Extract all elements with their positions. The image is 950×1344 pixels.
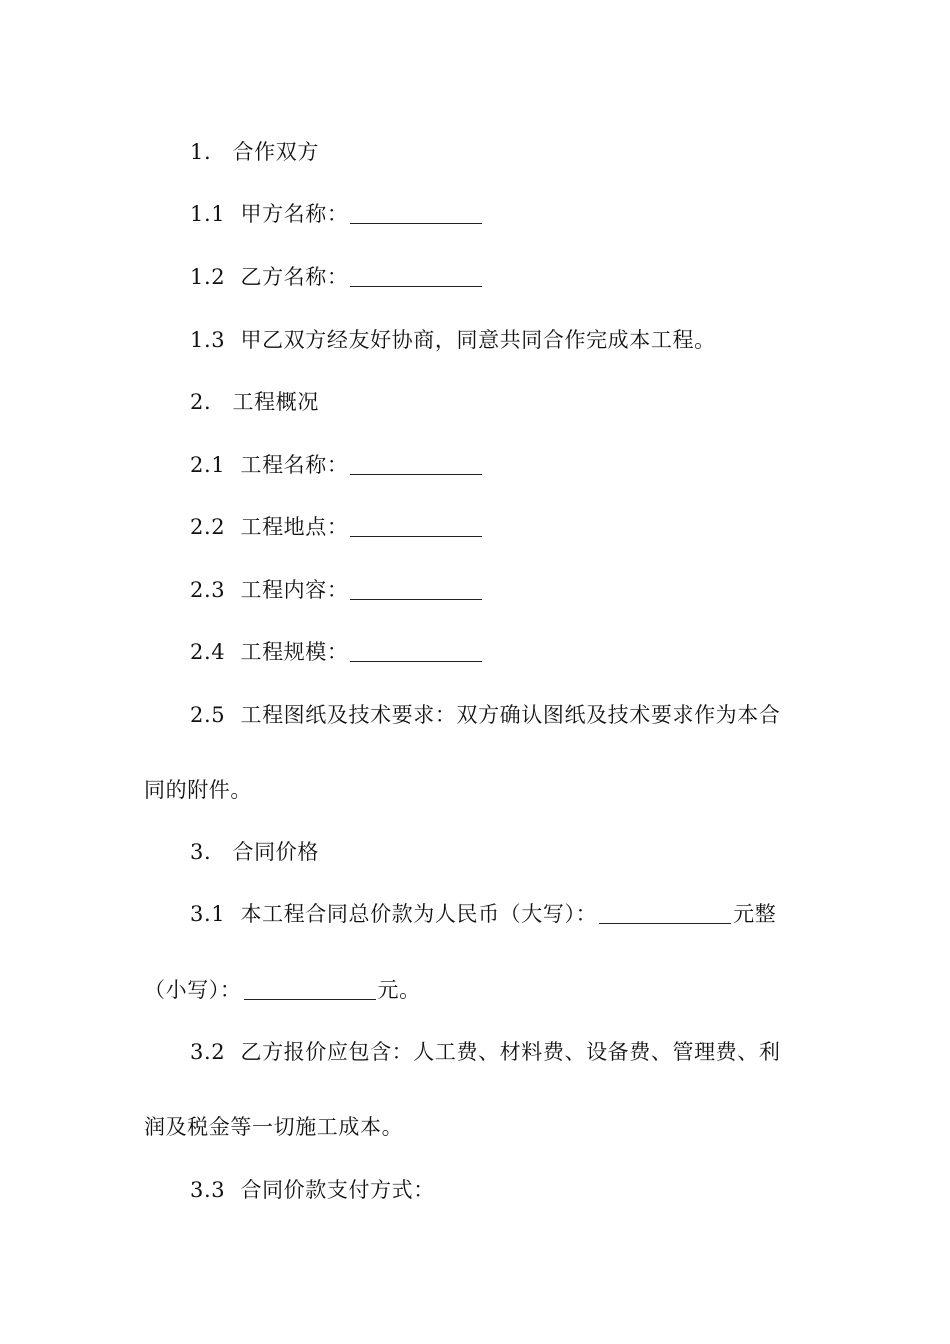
clause-2-4 xyxy=(190,638,484,666)
clause-number: 1.3 xyxy=(190,328,226,352)
clause-label: 工程规模： xyxy=(240,640,349,664)
clause-2-2 xyxy=(190,513,484,541)
clause-label: 工程内容： xyxy=(240,578,349,602)
clause-3-2 xyxy=(190,1038,780,1066)
section-heading-2 xyxy=(190,388,319,416)
clause-2-1 xyxy=(190,451,484,479)
section-heading-3 xyxy=(190,838,319,866)
clause-text: 润及税金等一切施工成本。 xyxy=(144,1115,404,1139)
clause-number: 2.3 xyxy=(190,578,226,602)
clause-label: 甲方名称： xyxy=(240,202,349,226)
fill-blank[interactable] xyxy=(350,205,482,224)
section-number: 2. xyxy=(190,390,212,414)
fill-blank[interactable] xyxy=(350,581,482,600)
clause-text: 本工程合同总价款为人民币（大写）： xyxy=(240,902,598,926)
section-number: 1. xyxy=(190,140,212,164)
clause-text: 工程图纸及技术要求：双方确认图纸及技术要求作为本合 xyxy=(240,703,781,727)
clause-3-1-continuation xyxy=(144,976,421,1004)
clause-text: 元。 xyxy=(377,978,421,1002)
clause-number: 3.1 xyxy=(190,902,226,926)
section-number: 3. xyxy=(190,840,212,864)
clause-number: 2.4 xyxy=(190,640,226,664)
clause-1-3 xyxy=(190,326,716,354)
clause-number: 3.2 xyxy=(190,1040,226,1064)
clause-text: 甲乙双方经友好协商，同意共同合作完成本工程。 xyxy=(240,328,716,352)
fill-blank-uppercase-amount[interactable] xyxy=(599,905,731,924)
clause-text: （小写）： xyxy=(144,978,242,1002)
clause-label: 工程地点： xyxy=(240,515,349,539)
clause-text: 同的附件。 xyxy=(144,778,252,802)
clause-text: 合同价款支付方式： xyxy=(240,1178,435,1202)
clause-1-2 xyxy=(190,263,484,291)
section-title: 工程概况 xyxy=(232,390,319,414)
clause-2-5 xyxy=(190,701,780,729)
clause-label: 工程名称： xyxy=(240,453,349,477)
section-title: 合同价格 xyxy=(232,840,319,864)
clause-text: 元整 xyxy=(733,902,777,926)
clause-text: 乙方报价应包含：人工费、材料费、设备费、管理费、利 xyxy=(240,1040,781,1064)
clause-number: 2.5 xyxy=(190,703,226,727)
clause-number: 2.1 xyxy=(190,453,226,477)
clause-1-1 xyxy=(190,200,484,228)
fill-blank[interactable] xyxy=(350,456,482,475)
fill-blank[interactable] xyxy=(350,268,482,287)
fill-blank[interactable] xyxy=(350,518,482,537)
clause-3-2-continuation xyxy=(144,1113,403,1141)
fill-blank-lowercase-amount[interactable] xyxy=(244,981,376,1000)
clause-2-5-continuation xyxy=(144,776,252,804)
fill-blank[interactable] xyxy=(350,643,482,662)
clause-number: 1.2 xyxy=(190,265,226,289)
clause-2-3 xyxy=(190,576,484,604)
clause-3-1 xyxy=(190,900,776,928)
clause-number: 1.1 xyxy=(190,202,226,226)
clause-3-3 xyxy=(190,1176,435,1204)
section-heading-1 xyxy=(190,138,319,166)
section-title: 合作双方 xyxy=(232,140,319,164)
clause-number: 3.3 xyxy=(190,1178,226,1202)
clause-number: 2.2 xyxy=(190,515,226,539)
clause-label: 乙方名称： xyxy=(240,265,349,289)
